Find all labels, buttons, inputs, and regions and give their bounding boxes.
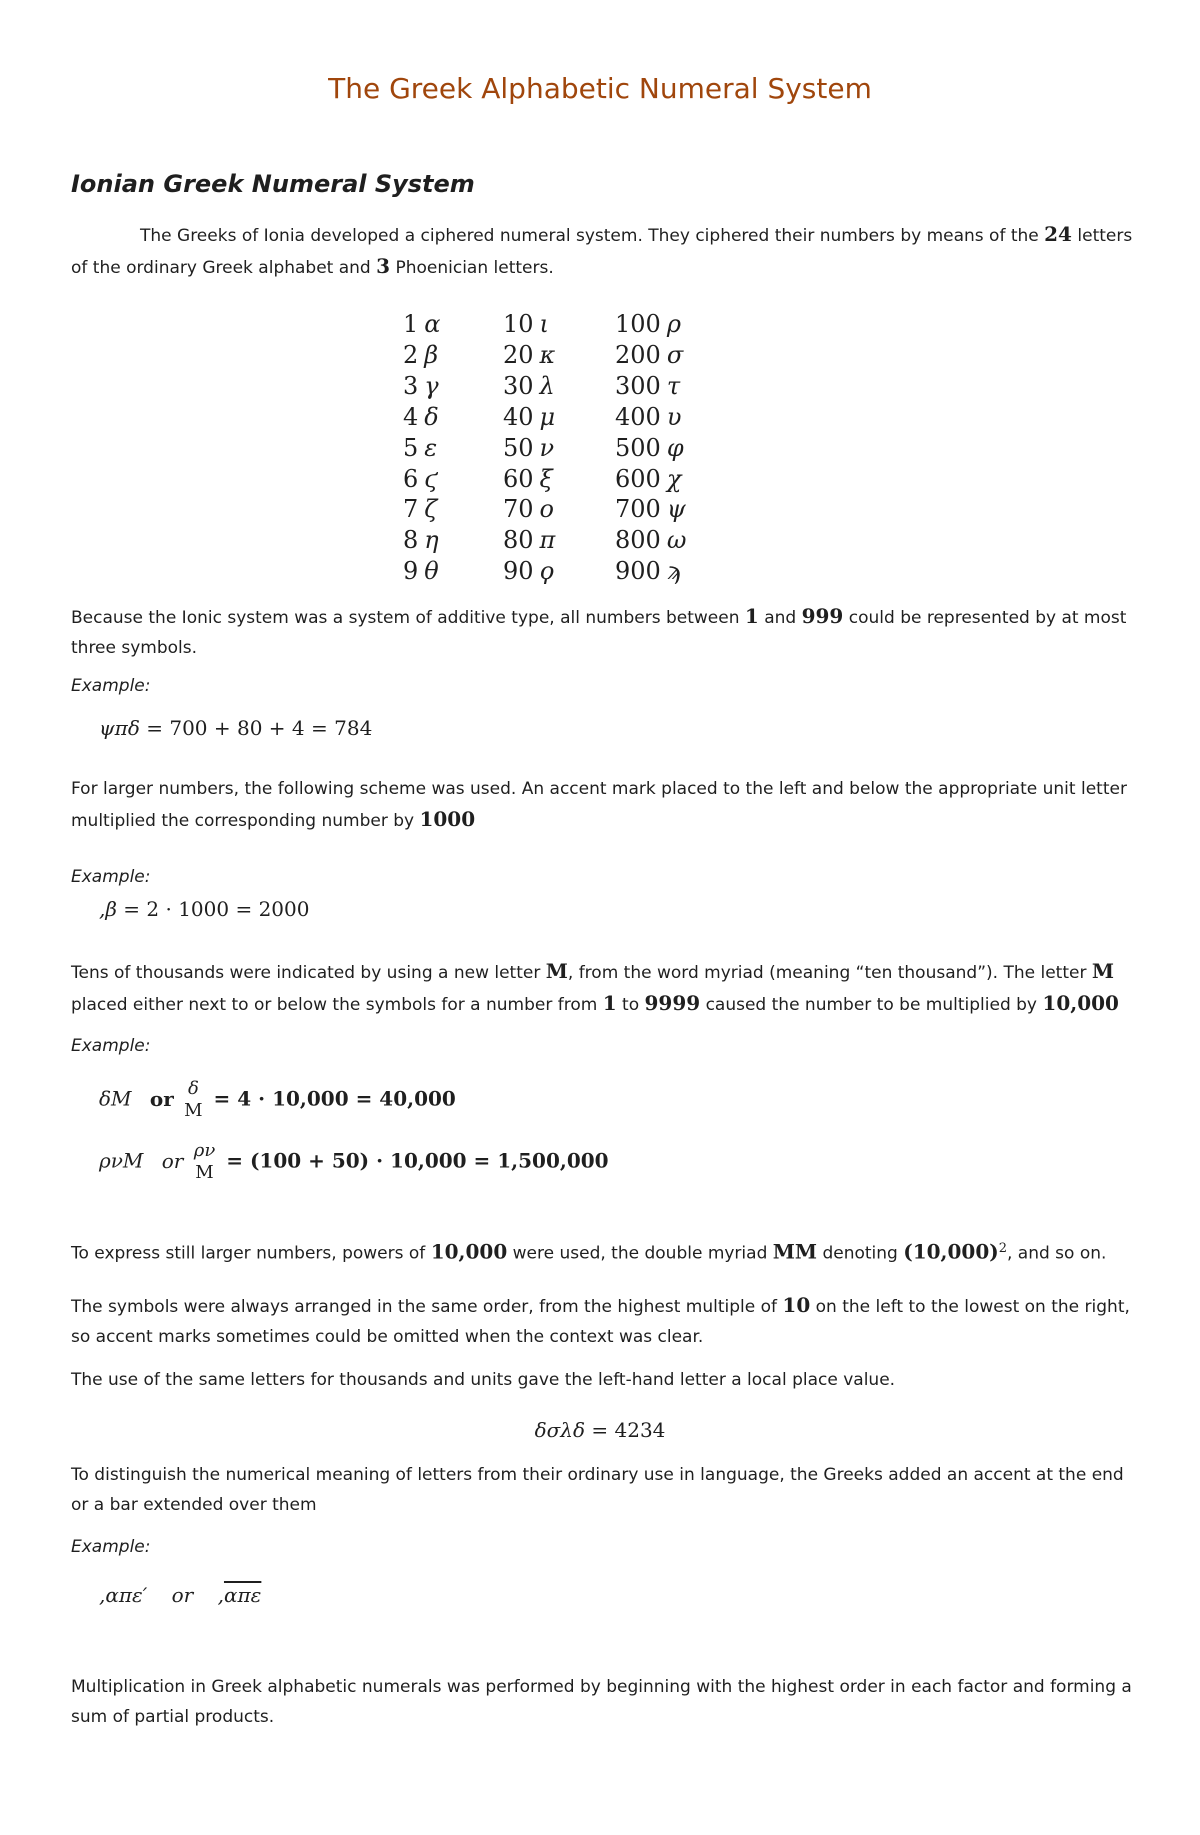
example-2-equation: ,β = 2 · 1000 = 2000 [99, 897, 310, 921]
table-cell-2 [403, 341, 438, 369]
table-number: 300 [615, 371, 661, 400]
table-greek-symbol: ϙ [539, 557, 554, 586]
example-label-4: Example: [71, 1537, 151, 1557]
table-number: 600 [615, 464, 661, 493]
table-greek-symbol: ω [666, 526, 687, 555]
table-greek-symbol: ρ [666, 310, 681, 338]
table-number: 5 [403, 433, 419, 462]
table-greek-symbol: υ [666, 402, 682, 431]
table-greek-symbol: σ [666, 340, 684, 369]
table-number: 70 [503, 495, 534, 524]
table-cell-1 [403, 310, 441, 338]
table-number: 4 [403, 402, 419, 431]
table-cell-900 [615, 557, 681, 585]
table-cell-600 [615, 465, 681, 493]
table-number: 800 [615, 526, 661, 555]
table-greek-symbol: ο [539, 495, 554, 524]
table-cell-5 [403, 434, 437, 462]
table-cell-40 [503, 403, 555, 431]
table-greek-symbol: π [539, 526, 556, 555]
table-greek-symbol: γ [424, 371, 439, 400]
table-cell-4 [403, 403, 439, 431]
table-number: 30 [503, 371, 534, 400]
table-cell-400 [615, 403, 681, 431]
table-number: 900 [615, 557, 661, 586]
table-greek-symbol: ι [539, 310, 549, 338]
table-number: 40 [503, 402, 534, 431]
example-3-line-1: δM or δ M = 4 · 10,000 = 40,000 [99, 1078, 456, 1121]
table-number: 9 [403, 557, 419, 586]
table-number: 100 [615, 310, 661, 338]
table-number: 500 [615, 433, 661, 462]
page-title: The Greek Alphabetic Numeral System [328, 72, 872, 105]
table-cell-50 [503, 434, 554, 462]
myriad-paragraph: Tens of thousands were indicated by using a new letter M, from the word myriad (meaning “ten thousand”). The letter M placed either next to or below the symbols for a number from 1 to 9999 caused the number to be multiplied by 10,000 [71, 959, 1119, 1015]
place-value-paragraph: The use of the same letters for thousands and units gave the left-hand letter a local place value. [71, 1370, 896, 1390]
table-cell-200 [615, 341, 683, 369]
table-number: 10 [503, 310, 534, 338]
table-greek-symbol: η [424, 526, 439, 555]
table-cell-800 [615, 526, 686, 554]
table-number: 2 [403, 340, 419, 369]
table-number: 3 [403, 371, 419, 400]
table-cell-3 [403, 372, 439, 400]
table-number: 20 [503, 340, 534, 369]
table-cell-10 [503, 310, 549, 338]
table-number: 50 [503, 433, 534, 462]
table-cell-100 [615, 310, 681, 338]
table-greek-symbol: ε [424, 433, 438, 462]
table-cell-30 [503, 372, 555, 400]
larger-numbers-paragraph: For larger numbers, the following scheme was used. An accent mark placed to the left and below the appropriate unit letter multiplied the corresponding number by 1000 [71, 779, 1127, 831]
table-greek-symbol: α [424, 310, 441, 338]
example-3-line-2: ρνM or ρν M = (100 + 50) · 10,000 = 1,500,000 [99, 1140, 609, 1183]
table-number: 7 [403, 495, 419, 524]
table-number: 400 [615, 402, 661, 431]
table-greek-symbol: τ [666, 371, 681, 400]
table-greek-symbol: ζ [424, 495, 438, 524]
table-cell-70 [503, 495, 554, 523]
table-greek-symbol: β [424, 340, 439, 369]
table-number: 90 [503, 557, 534, 586]
table-number: 1 [403, 310, 419, 338]
table-greek-symbol: θ [424, 557, 439, 586]
table-cell-7 [403, 495, 437, 523]
table-number: 80 [503, 526, 534, 555]
table-cell-6 [403, 465, 438, 493]
table-greek-symbol: ψ [666, 495, 686, 524]
table-greek-symbol: ϛ [424, 464, 438, 493]
table-cell-60 [503, 465, 553, 493]
distinguish-paragraph: To distinguish the numerical meaning of letters from their ordinary use in language, the Greeks added an accent at the end or a bar extended over them [71, 1465, 1124, 1515]
multiplication-paragraph: Multiplication in Greek alphabetic numerals was performed by beginning with the highest order in each factor and forming a sum of partial products. [71, 1677, 1132, 1727]
example-4-notation: ,απε′ or $,\overline{\alpha\pi\varepsilon}$ [99, 1583, 262, 1607]
table-number: 200 [615, 340, 661, 369]
centered-equation: δσλδ = 4234 [534, 1418, 666, 1442]
order-paragraph: The symbols were always arranged in the same order, from the highest multiple of 10 on the left to the lowest on the right, so accent marks sometimes could be omitted when the context was clear. [71, 1293, 1130, 1347]
table-number: 60 [503, 464, 534, 493]
table-greek-symbol: ν [539, 433, 555, 462]
table-greek-symbol: φ [666, 433, 684, 462]
table-cell-700 [615, 495, 686, 523]
example-label-3: Example: [71, 1036, 151, 1056]
powers-paragraph: To express still larger numbers, powers of 10,000 were used, the double myriad MM denoting $(10,000)^2$, and so on. [71, 1239, 1107, 1264]
additive-paragraph: Because the Ionic system was a system of additive type, all numbers between 1 and 999 could be represented by at most three symbols. [71, 604, 1127, 658]
intro-paragraph: The Greeks of Ionia developed a ciphered numeral system. They ciphered their numbers by means of the 24 letters of the ordinary Greek alphabet and 3 Phoenician letters. [71, 222, 1133, 278]
example-label-1: Example: [71, 676, 151, 696]
table-cell-90 [503, 557, 554, 585]
table-cell-20 [503, 341, 555, 369]
table-cell-8 [403, 526, 439, 554]
table-greek-symbol: μ [539, 402, 556, 431]
section-heading: Ionian Greek Numeral System [71, 170, 475, 198]
table-greek-symbol: κ [539, 340, 556, 369]
table-number: 700 [615, 495, 661, 524]
table-cell-9 [403, 557, 439, 585]
example-label-2: Example: [71, 867, 151, 887]
table-greek-symbol: ϡ [666, 557, 681, 586]
table-cell-500 [615, 434, 684, 462]
table-number: 8 [403, 526, 419, 555]
table-cell-80 [503, 526, 555, 554]
table-greek-symbol: δ [424, 402, 439, 431]
table-greek-symbol: ξ [539, 464, 553, 493]
table-greek-symbol: λ [539, 371, 555, 400]
example-1-equation: ψπδ = 700 + 80 + 4 = 784 [99, 716, 373, 740]
table-greek-symbol: χ [666, 464, 682, 493]
table-number: 6 [403, 464, 419, 493]
table-cell-300 [615, 372, 680, 400]
